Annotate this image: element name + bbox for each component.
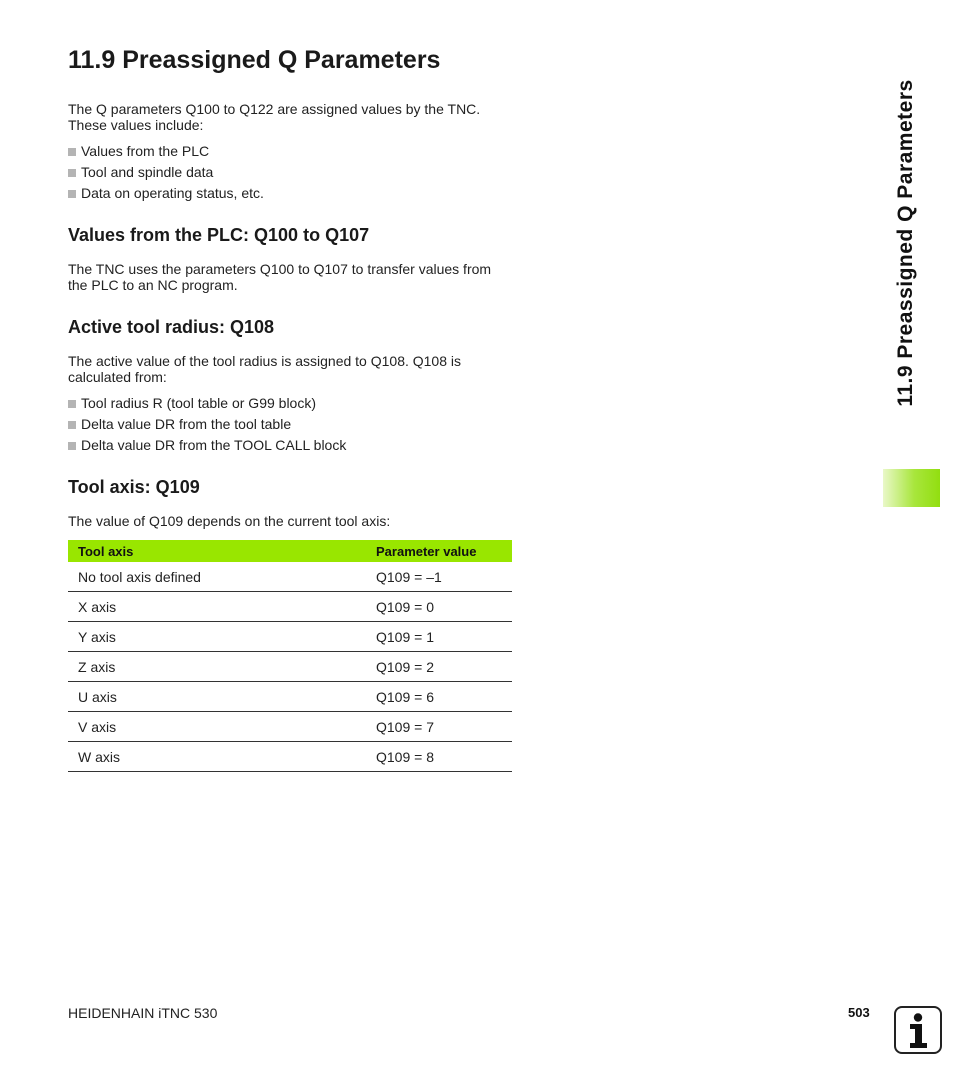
bullet-square-icon [68, 400, 76, 408]
intro-text: The Q parameters Q100 to Q122 are assigned values by the TNC. These values include: [68, 101, 481, 133]
table-row: U axis Q109 = 6 [68, 682, 512, 712]
table-row: No tool axis defined Q109 = –1 [68, 562, 512, 592]
bullet-square-icon [68, 190, 76, 198]
chapter-tab-marker [883, 469, 940, 507]
table-row: Y axis Q109 = 1 [68, 622, 512, 652]
table-header-row [68, 540, 512, 562]
intro-bullet-list [68, 141, 264, 204]
info-icon-glyph [896, 1008, 940, 1052]
page-title: 11.9 Preassigned Q Parameters [68, 46, 441, 74]
sidebar-chapter-title: 11.9 Preassigned Q Parameters [894, 79, 917, 407]
list-item: Values from the PLC [68, 141, 264, 162]
page-number: 503 [848, 1005, 870, 1020]
table-row: W axis Q109 = 8 [68, 742, 512, 772]
table-header-tool-axis: Tool axis [68, 540, 366, 562]
bullet-square-icon [68, 421, 76, 429]
footer-product-name: HEIDENHAIN iTNC 530 [68, 1005, 218, 1021]
list-item: Delta value DR from the tool table [68, 414, 346, 435]
section-text-radius: The active value of the tool radius is assigned to Q108. Q108 is calculated from: [68, 353, 462, 385]
list-item: Data on operating status, etc. [68, 183, 264, 204]
bullet-square-icon [68, 442, 76, 450]
section-heading-plc: Values from the PLC: Q100 to Q107 [68, 225, 370, 245]
section-heading-axis: Tool axis: Q109 [68, 477, 200, 497]
table-row: Z axis Q109 = 2 [68, 652, 512, 682]
list-item: Tool radius R (tool table or G99 block) [68, 393, 346, 414]
section-heading-radius: Active tool radius: Q108 [68, 317, 275, 337]
bullet-square-icon [68, 169, 76, 177]
table-row: X axis Q109 = 0 [68, 592, 512, 622]
table-header-parameter-value: Parameter value [366, 540, 512, 562]
table-row: V axis Q109 = 7 [68, 712, 512, 742]
bullet-square-icon [68, 148, 76, 156]
info-icon [894, 1006, 942, 1054]
tool-axis-table [68, 540, 512, 772]
radius-bullet-list [68, 393, 346, 456]
list-item: Delta value DR from the TOOL CALL block [68, 435, 346, 456]
section-text-plc: The TNC uses the parameters Q100 to Q107 to transfer values from the PLC to an NC program. [68, 261, 492, 293]
section-text-axis: The value of Q109 depends on the current tool axis: [68, 513, 391, 529]
list-item: Tool and spindle data [68, 162, 264, 183]
